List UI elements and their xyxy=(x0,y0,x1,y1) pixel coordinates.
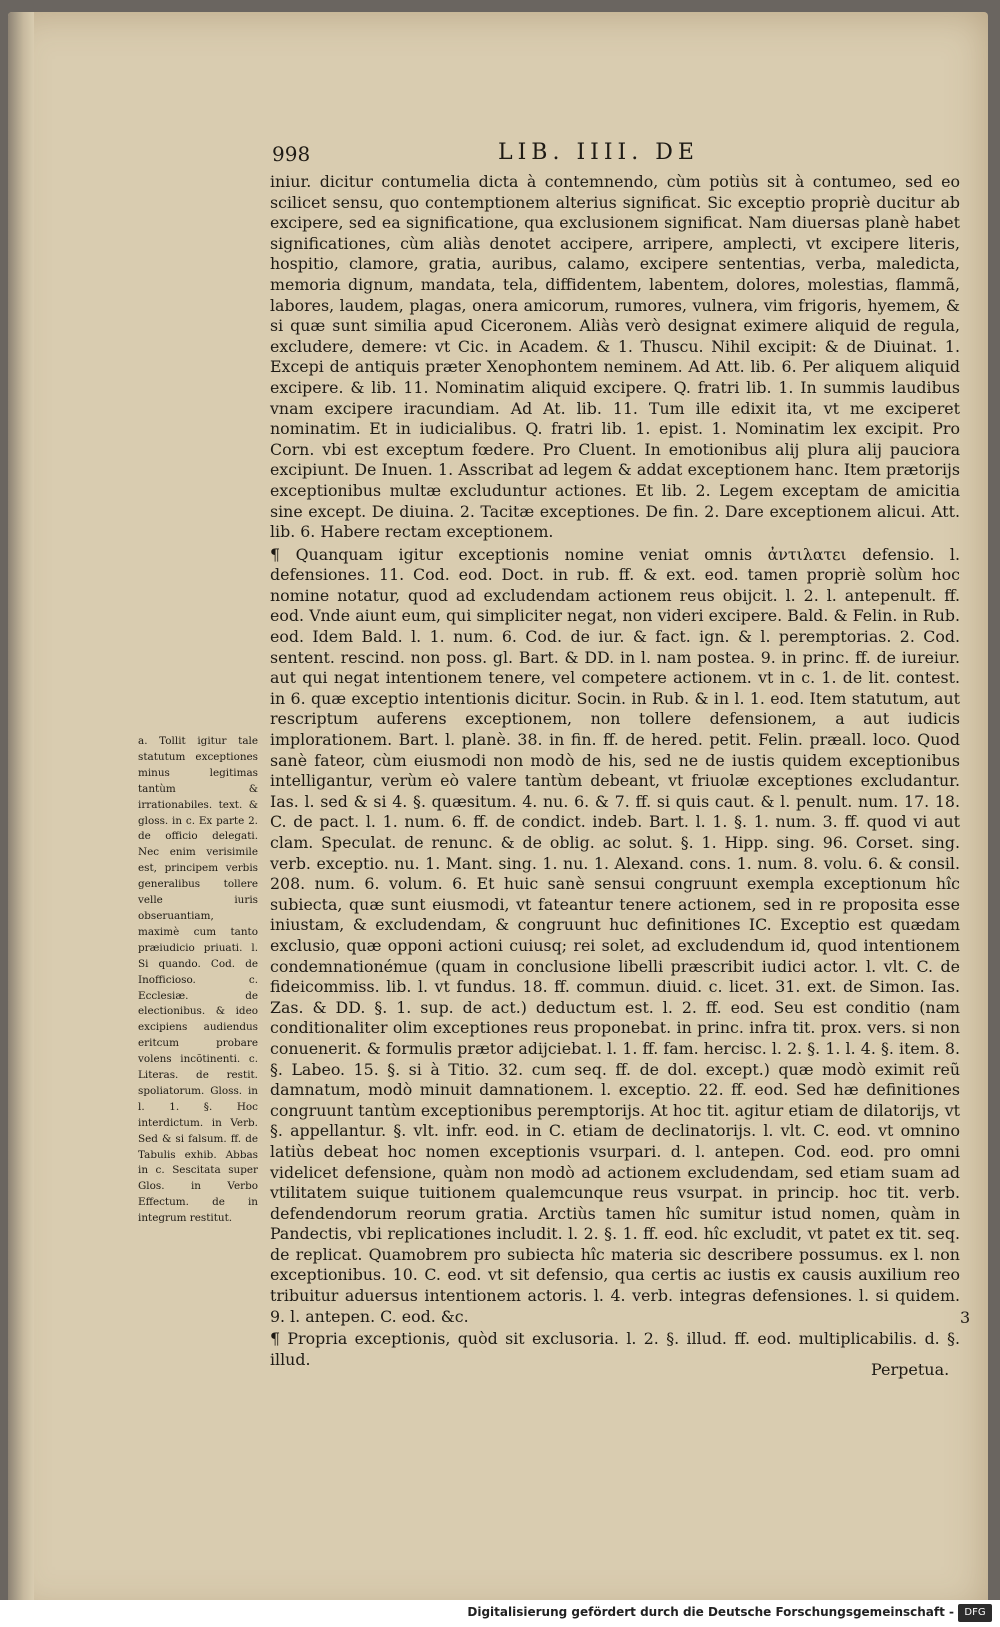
paragraph-3: ¶ Propria exceptionis, quòd sit exclusoria. l. 2. §. illud. ff. eod. multiplicabilis. d. §. illud. xyxy=(270,1329,960,1369)
dfg-logo: DFG xyxy=(958,1604,992,1622)
page-header xyxy=(8,140,988,170)
digitization-footer xyxy=(0,1600,1000,1627)
paragraph-2: ¶ Quanquam igitur exceptionis nomine veniat omnis ἀντιλατει defensio. l. defensiones. 11. Cod. eod. Doct. in rub. ff. & ext. eod. tamen propriè solùm hoc nomine notatur, quod ad excludendam actionem reus obijcit. l. 2. l. antepenult. ff. eod. Vnde aiunt eum, qui simpliciter negat, non videri excipere. Bald. & Felin. in Rub. eod. Idem Bald. l. 1. num. 6. Cod. de iur. & fact. ign. & l. peremptorias. 2. Cod. sentent. rescind. non poss. gl. Bart. & DD. in l. nam postea. 9. in princ. ff. de iureiur. aut qui negat intentionem tenere, vel competere actionem. vt in c. 1. de lit. contest. in 6. quæ exceptio intentionis dicitur. Socin. in Rub. & in l. 1. eod. Item statutum, aut rescriptum auferens exceptionem, non tollere defensionem, a aut iudicis implorationem. Bart. l. planè. 38. in fin. ff. de hered. petit. Felin. præall. loco. Quod sanè fateor, cùm eiusmodi non modò de his, sed ne de iustis quidem exceptionibus intelligantur, verùm eò valere tantùm debeant, vt friuolæ exceptiones excludantur. Ias. l. sed & si 4. §. quæsitum. 4. nu. 6. & 7. ff. si quis caut. & l. penult. num. 17. 18. C. de pact. l. 1. num. 6. ff. de condict. indeb. Bart. l. 1. §. 1. num. 3. ff. quod vi aut clam. Speculat. de renunc. & de oblig. ac solut. §. 1. Hipp. sing. 96. Corset. sing. verb. exceptio. nu. 1. Mant. sing. 1. nu. 1. Alexand. cons. 1. num. 8. volu. 6. & consil. 208. num. 6. volum. 6. Et huic sanè sensui congruunt exempla exceptionum hîc subiecta, quæ sunt eiusmodi, vt fateantur tenere actionem, sed in re proposita esse iniustam, & excludendam, & congruunt huc definitiones IC. Exceptio est quædam exclusio, quæ opponi actioni cuiusq; rei solet, ad excludendum id, quod intentionem condemnationémue (quam in conclusione libelli præscribit iudici actor. l. vlt. C. de fideicommiss. lib. l. vt fundus. 18. ff. commun. diuid. c. licet. 31. ext. de Simon. Ias. Zas. & DD. §. 1. sup. de act.) deductum est. l. 2. ff. eod. Seu est conditio (nam conditionaliter olim exceptiones reus proponebat. in princ. infra tit. prox. vers. si non conuenerit. & formulis prætor adijciebat. l. 1. ff. fam. hercisc. l. 2. §. 1. l. 4. §. item. 8. §. Labeo. 15. §. si à Titio. 32. cum seq. ff. de dol. except.) quæ modò eximit reũ damnatum, modò minuit damnationem. l. exceptio. 22. ff. eod. Sed hæ definitiones congruunt tantùm exceptionibus peremptorijs. At hoc tit. agitur etiam de dilatorijs, vt §. appellantur. §. vlt. infr. eod. in C. etiam de declinatorijs. l. vlt. C. eod. vt omnino latiùs debeat hoc nomen exceptionis vsurpari. d. l. antepen. Cod. eod. pro omni videlicet defensione, quàm non modò ad actionem excludendam, sed etiam suam ad vtilitatem suique tuitionem qualemcunque reus vsurpat. in princip. hoc tit. verb. defendendorum reorum gratia. Arctiùs tamen hîc sumitur istud nomen, quàm in Pandectis, vbi replicationes includit. l. 2. §. 1. ff. eod. hîc excludit, vt patet ex tit. seq. de replicat. Quamobrem pro subiecta hîc materia sic describere possumus. ex l. non exceptionibus. 10. C. eod. vt sit defensio, qua certis ac iustis ex causis auxilium reo tribuitur aduersus intentionem actoris. l. 4. verb. integras defensiones. l. si quidem. 9. l. antepen. C. eod. &c. xyxy=(270,544,960,1326)
footer-credit: Digitalisierung gefördert durch die Deutsche Forschungsgemeinschaft - xyxy=(467,1605,954,1619)
signature-mark: 3 xyxy=(960,1308,971,1327)
page-number: 998 xyxy=(272,142,311,166)
book-page xyxy=(8,12,988,1614)
running-head: LIB. IIII. DE xyxy=(498,140,699,165)
book-gutter xyxy=(8,12,34,1614)
paragraph-1: iniur. dicitur contumelia dicta à contemnendo, cùm potiùs sit à contumeo, sed eo scilicet sensu, quo contemptionem alterius significat. Sic exceptio propriè ducitur ab excipere, sed ea significatione, qua exclusionem significat. Nam diuersas planè habet significationes, cùm aliàs denotet accipere, arripere, amplecti, vt excipere literis, hospitio, clamore, gratia, auribus, calamo, excipere sententias, verba, maledicta, memoria dignum, mandata, tela, diffidentem, labentem, dolores, molestias, flammã, labores, laudem, plagas, onera amicorum, rumores, vulnera, vim frigoris, hyemem, & si quæ sunt similia apud Ciceronem. Aliàs verò designat eximere aliquid de regula, excludere, demere: vt Cic. in Academ. & 1. Thuscu. Nihil excipit: & de Diuinat. 1. Excepi de antiquis præter Xenophontem neminem. Ad Att. lib. 6. Per aliquem aliquid excipere. & lib. 11. Nominatim aliquid excipere. Q. fratri lib. 1. In summis laudibus vnam excipere iracundiam. Ad At. lib. 11. Tum ille edixit ita, vt me exciperet nominatim. Et in iudicialibus. Q. fratri lib. 1. epist. 1. Nominatim lex excipit. Pro Corn. vbi est exceptum fœdere. Pro Cluent. In emotionibus alij plura alij pauciora excipiunt. De Inuen. 1. Asscribat ad legem & addat exceptionem hanc. Item prætorijs exceptionibus multæ excluduntur actiones. Et lib. 2. Legem exceptam de amicitia sine except. De diuina. 2. Tacitæ exceptiones. De fin. 2. Dare exceptionem alicui. Att. lib. 6. Habere rectam exceptionem. xyxy=(270,172,960,542)
main-text-column xyxy=(270,172,960,1370)
marginal-note: a. Tollit igitur tale statutum exceptiones minus legitimas tantùm & irrationabiles. text. & gloss. in c. Ex parte 2. de officio delegati. Nec enim verisimile est, principem verbis generalibus tollere velle iuris obseruantiam, maximè cum tanto præiudicio priuati. l. Si quando. Cod. de Inofficioso. c. Ecclesiæ. de electionibus. & ideo excipiens audiendus eritcum probare volens incõtinenti. c. Literas. de restit. spoliatorum. Gloss. in l. 1. §. Hoc interdictum. in Verb. Sed & si falsum. ff. de Tabulis exhib. Abbas in c. Sescitata super Glos. in Verbo Effectum. de in integrum restitut. xyxy=(138,735,258,1225)
catchword: Perpetua. xyxy=(871,1360,950,1379)
